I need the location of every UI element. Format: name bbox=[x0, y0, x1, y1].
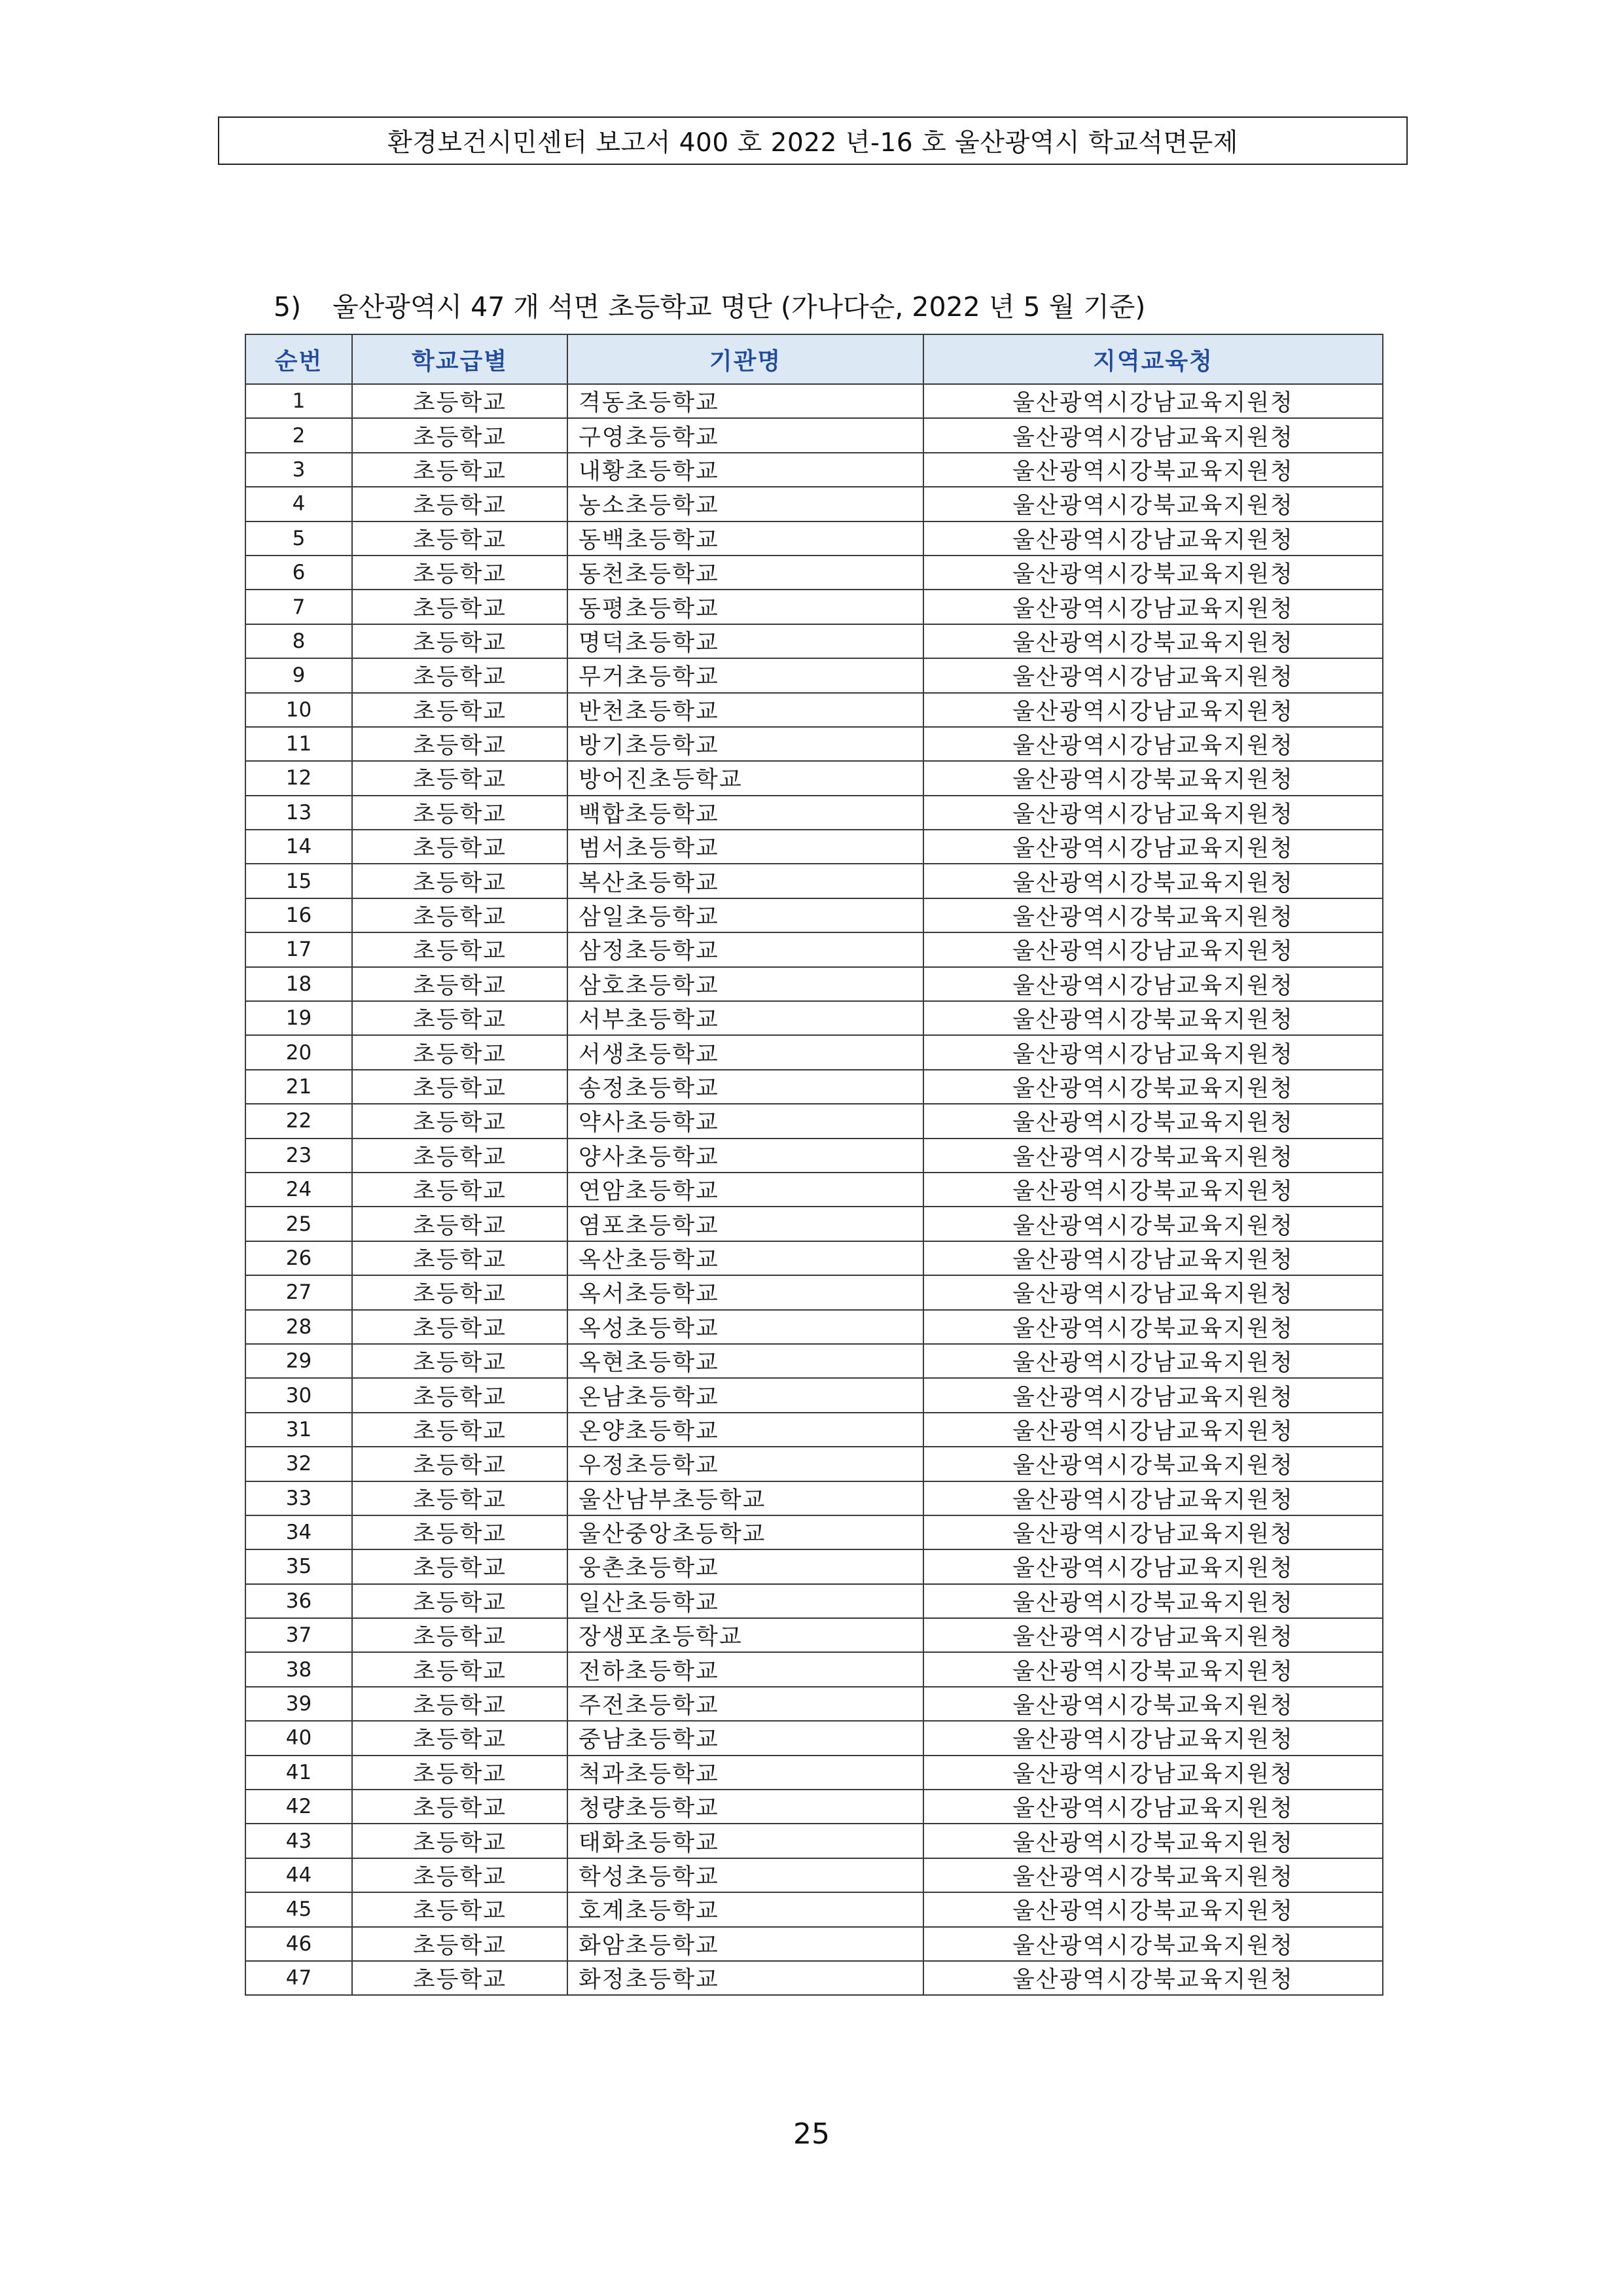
school-name: 옥산초등학교 bbox=[567, 1241, 923, 1275]
school-level: 초등학교 bbox=[352, 1961, 567, 1995]
table-row bbox=[245, 864, 1383, 898]
school-level: 초등학교 bbox=[352, 761, 567, 795]
row-number: 33 bbox=[245, 1481, 352, 1515]
row-number: 47 bbox=[245, 1961, 352, 1995]
education-office: 울산광역시강북교육지원청 bbox=[923, 1858, 1383, 1892]
column-header-level: 학교급별 bbox=[352, 334, 567, 384]
education-office: 울산광역시강남교육지원청 bbox=[923, 1413, 1383, 1447]
row-number: 19 bbox=[245, 1001, 352, 1035]
school-name: 옥현초등학교 bbox=[567, 1344, 923, 1378]
table-row bbox=[245, 418, 1383, 452]
school-level: 초등학교 bbox=[352, 1139, 567, 1173]
table-row bbox=[245, 590, 1383, 624]
school-name: 백합초등학교 bbox=[567, 796, 923, 830]
table-row bbox=[245, 1756, 1383, 1790]
education-office: 울산광역시강남교육지원청 bbox=[923, 1241, 1383, 1275]
school-level: 초등학교 bbox=[352, 1584, 567, 1618]
row-number: 23 bbox=[245, 1139, 352, 1173]
school-name: 농소초등학교 bbox=[567, 487, 923, 521]
school-name: 동평초등학교 bbox=[567, 590, 923, 624]
school-name: 일산초등학교 bbox=[567, 1584, 923, 1618]
education-office: 울산광역시강북교육지원청 bbox=[923, 1447, 1383, 1481]
education-office: 울산광역시강남교육지원청 bbox=[923, 1790, 1383, 1824]
table-row bbox=[245, 624, 1383, 658]
table-row bbox=[245, 1413, 1383, 1447]
table-row bbox=[245, 1618, 1383, 1652]
education-office: 울산광역시강북교육지원청 bbox=[923, 1104, 1383, 1138]
table-row bbox=[245, 1515, 1383, 1549]
education-office: 울산광역시강남교육지원청 bbox=[923, 1721, 1383, 1755]
school-level: 초등학교 bbox=[352, 624, 567, 658]
table-row bbox=[245, 898, 1383, 932]
header-text: 환경보건시민센터 보고서 400 호 2022 년-16 호 울산광역시 학교석면문제 bbox=[387, 128, 1238, 158]
school-level: 초등학교 bbox=[352, 521, 567, 556]
education-office: 울산광역시강남교육지원청 bbox=[923, 1549, 1383, 1583]
school-name: 호계초등학교 bbox=[567, 1892, 923, 1926]
page-header bbox=[218, 116, 1408, 165]
table-row bbox=[245, 384, 1383, 418]
table-row bbox=[245, 453, 1383, 487]
education-office: 울산광역시강북교육지원청 bbox=[923, 761, 1383, 795]
table-row bbox=[245, 1790, 1383, 1824]
school-level: 초등학교 bbox=[352, 1070, 567, 1104]
education-office: 울산광역시강남교육지원청 bbox=[923, 967, 1383, 1001]
school-level: 초등학교 bbox=[352, 1241, 567, 1275]
column-header-name: 기관명 bbox=[567, 334, 923, 384]
table-row bbox=[245, 727, 1383, 761]
education-office: 울산광역시강북교육지원청 bbox=[923, 556, 1383, 590]
school-name: 삼호초등학교 bbox=[567, 967, 923, 1001]
school-level: 초등학교 bbox=[352, 1721, 567, 1755]
school-level: 초등학교 bbox=[352, 556, 567, 590]
row-number: 37 bbox=[245, 1618, 352, 1652]
table-row bbox=[245, 521, 1383, 556]
education-office: 울산광역시강북교육지원청 bbox=[923, 1070, 1383, 1104]
school-level: 초등학교 bbox=[352, 1447, 567, 1481]
table-row bbox=[245, 556, 1383, 590]
school-name: 중남초등학교 bbox=[567, 1721, 923, 1755]
table-row bbox=[245, 1275, 1383, 1309]
row-number: 2 bbox=[245, 418, 352, 452]
table-row bbox=[245, 1892, 1383, 1926]
school-level: 초등학교 bbox=[352, 932, 567, 966]
education-office: 울산광역시강남교육지원청 bbox=[923, 932, 1383, 966]
table-row bbox=[245, 796, 1383, 830]
row-number: 6 bbox=[245, 556, 352, 590]
school-level: 초등학교 bbox=[352, 1549, 567, 1583]
school-level: 초등학교 bbox=[352, 1275, 567, 1309]
school-name: 온양초등학교 bbox=[567, 1413, 923, 1447]
row-number: 30 bbox=[245, 1378, 352, 1412]
education-office: 울산광역시강북교육지원청 bbox=[923, 487, 1383, 521]
row-number: 34 bbox=[245, 1515, 352, 1549]
table-row bbox=[245, 1378, 1383, 1412]
row-number: 35 bbox=[245, 1549, 352, 1583]
school-name: 옥성초등학교 bbox=[567, 1310, 923, 1344]
row-number: 22 bbox=[245, 1104, 352, 1138]
row-number: 13 bbox=[245, 796, 352, 830]
school-name: 방기초등학교 bbox=[567, 727, 923, 761]
row-number: 28 bbox=[245, 1310, 352, 1344]
education-office: 울산광역시강남교육지원청 bbox=[923, 727, 1383, 761]
school-name: 동백초등학교 bbox=[567, 521, 923, 556]
education-office: 울산광역시강북교육지원청 bbox=[923, 624, 1383, 658]
table-row bbox=[245, 1035, 1383, 1069]
row-number: 8 bbox=[245, 624, 352, 658]
education-office: 울산광역시강남교육지원청 bbox=[923, 796, 1383, 830]
school-level: 초등학교 bbox=[352, 1858, 567, 1892]
table-row bbox=[245, 1139, 1383, 1173]
row-number: 21 bbox=[245, 1070, 352, 1104]
school-level: 초등학교 bbox=[352, 830, 567, 864]
school-level: 초등학교 bbox=[352, 693, 567, 727]
table-row bbox=[245, 1104, 1383, 1138]
table-body bbox=[245, 384, 1383, 1995]
education-office: 울산광역시강북교육지원청 bbox=[923, 1310, 1383, 1344]
school-name: 반천초등학교 bbox=[567, 693, 923, 727]
education-office: 울산광역시강남교육지원청 bbox=[923, 1756, 1383, 1790]
row-number: 16 bbox=[245, 898, 352, 932]
education-office: 울산광역시강북교육지원청 bbox=[923, 1652, 1383, 1686]
school-table bbox=[245, 334, 1383, 1996]
school-name: 웅촌초등학교 bbox=[567, 1549, 923, 1583]
school-level: 초등학교 bbox=[352, 1344, 567, 1378]
education-office: 울산광역시강남교육지원청 bbox=[923, 1275, 1383, 1309]
education-office: 울산광역시강북교육지원청 bbox=[923, 864, 1383, 898]
education-office: 울산광역시강북교육지원청 bbox=[923, 1961, 1383, 1995]
school-level: 초등학교 bbox=[352, 1207, 567, 1241]
table-row bbox=[245, 1310, 1383, 1344]
education-office: 울산광역시강남교육지원청 bbox=[923, 1515, 1383, 1549]
school-level: 초등학교 bbox=[352, 727, 567, 761]
row-number: 20 bbox=[245, 1035, 352, 1069]
table-row bbox=[245, 487, 1383, 521]
school-level: 초등학교 bbox=[352, 1310, 567, 1344]
school-name: 학성초등학교 bbox=[567, 1858, 923, 1892]
school-name: 화정초등학교 bbox=[567, 1961, 923, 1995]
school-name: 연암초등학교 bbox=[567, 1173, 923, 1207]
school-level: 초등학교 bbox=[352, 1687, 567, 1721]
education-office: 울산광역시강남교육지원청 bbox=[923, 384, 1383, 418]
table-row bbox=[245, 1927, 1383, 1961]
education-office: 울산광역시강북교육지원청 bbox=[923, 1139, 1383, 1173]
table-row bbox=[245, 1001, 1383, 1035]
education-office: 울산광역시강남교육지원청 bbox=[923, 418, 1383, 452]
education-office: 울산광역시강남교육지원청 bbox=[923, 693, 1383, 727]
table-row bbox=[245, 1070, 1383, 1104]
education-office: 울산광역시강북교육지원청 bbox=[923, 1173, 1383, 1207]
school-name: 무거초등학교 bbox=[567, 658, 923, 692]
school-name: 삼일초등학교 bbox=[567, 898, 923, 932]
row-number: 27 bbox=[245, 1275, 352, 1309]
school-level: 초등학교 bbox=[352, 590, 567, 624]
school-level: 초등학교 bbox=[352, 658, 567, 692]
school-name: 화암초등학교 bbox=[567, 1927, 923, 1961]
school-level: 초등학교 bbox=[352, 1481, 567, 1515]
school-name: 울산남부초등학교 bbox=[567, 1481, 923, 1515]
row-number: 18 bbox=[245, 967, 352, 1001]
table-row bbox=[245, 1824, 1383, 1858]
row-number: 11 bbox=[245, 727, 352, 761]
row-number: 39 bbox=[245, 1687, 352, 1721]
row-number: 46 bbox=[245, 1927, 352, 1961]
school-name: 우정초등학교 bbox=[567, 1447, 923, 1481]
education-office: 울산광역시강북교육지원청 bbox=[923, 1824, 1383, 1858]
education-office: 울산광역시강북교육지원청 bbox=[923, 1892, 1383, 1926]
row-number: 31 bbox=[245, 1413, 352, 1447]
education-office: 울산광역시강북교육지원청 bbox=[923, 1001, 1383, 1035]
school-name: 주전초등학교 bbox=[567, 1687, 923, 1721]
education-office: 울산광역시강남교육지원청 bbox=[923, 590, 1383, 624]
education-office: 울산광역시강남교육지원청 bbox=[923, 830, 1383, 864]
school-name: 태화초등학교 bbox=[567, 1824, 923, 1858]
section-number: 5) bbox=[274, 291, 302, 323]
school-level: 초등학교 bbox=[352, 384, 567, 418]
school-name: 서생초등학교 bbox=[567, 1035, 923, 1069]
school-level: 초등학교 bbox=[352, 1790, 567, 1824]
education-office: 울산광역시강남교육지원청 bbox=[923, 521, 1383, 556]
school-level: 초등학교 bbox=[352, 1927, 567, 1961]
education-office: 울산광역시강북교육지원청 bbox=[923, 1687, 1383, 1721]
education-office: 울산광역시강남교육지원청 bbox=[923, 1035, 1383, 1069]
school-name: 내황초등학교 bbox=[567, 453, 923, 487]
table-row bbox=[245, 1207, 1383, 1241]
education-office: 울산광역시강북교육지원청 bbox=[923, 898, 1383, 932]
row-number: 43 bbox=[245, 1824, 352, 1858]
school-name: 범서초등학교 bbox=[567, 830, 923, 864]
table-row bbox=[245, 1447, 1383, 1481]
row-number: 15 bbox=[245, 864, 352, 898]
row-number: 1 bbox=[245, 384, 352, 418]
education-office: 울산광역시강북교육지원청 bbox=[923, 1207, 1383, 1241]
row-number: 38 bbox=[245, 1652, 352, 1686]
table-row bbox=[245, 1173, 1383, 1207]
school-level: 초등학교 bbox=[352, 1173, 567, 1207]
school-name: 삼정초등학교 bbox=[567, 932, 923, 966]
school-level: 초등학교 bbox=[352, 453, 567, 487]
table-row bbox=[245, 830, 1383, 864]
row-number: 42 bbox=[245, 1790, 352, 1824]
school-level: 초등학교 bbox=[352, 967, 567, 1001]
row-number: 14 bbox=[245, 830, 352, 864]
row-number: 26 bbox=[245, 1241, 352, 1275]
school-name: 온남초등학교 bbox=[567, 1378, 923, 1412]
school-name: 전하초등학교 bbox=[567, 1652, 923, 1686]
table-row bbox=[245, 1241, 1383, 1275]
education-office: 울산광역시강남교육지원청 bbox=[923, 1481, 1383, 1515]
school-name: 척과초등학교 bbox=[567, 1756, 923, 1790]
column-header-no: 순번 bbox=[245, 334, 352, 384]
education-office: 울산광역시강남교육지원청 bbox=[923, 1378, 1383, 1412]
school-name: 격동초등학교 bbox=[567, 384, 923, 418]
school-level: 초등학교 bbox=[352, 1824, 567, 1858]
education-office: 울산광역시강북교육지원청 bbox=[923, 1927, 1383, 1961]
school-name: 청량초등학교 bbox=[567, 1790, 923, 1824]
school-name: 약사초등학교 bbox=[567, 1104, 923, 1138]
row-number: 32 bbox=[245, 1447, 352, 1481]
education-office: 울산광역시강남교육지원청 bbox=[923, 1618, 1383, 1652]
school-level: 초등학교 bbox=[352, 1001, 567, 1035]
page-number: 25 bbox=[793, 2117, 830, 2151]
row-number: 40 bbox=[245, 1721, 352, 1755]
row-number: 5 bbox=[245, 521, 352, 556]
table-row bbox=[245, 693, 1383, 727]
row-number: 9 bbox=[245, 658, 352, 692]
school-level: 초등학교 bbox=[352, 1515, 567, 1549]
school-name: 장생포초등학교 bbox=[567, 1618, 923, 1652]
school-name: 명덕초등학교 bbox=[567, 624, 923, 658]
school-level: 초등학교 bbox=[352, 418, 567, 452]
school-level: 초등학교 bbox=[352, 1035, 567, 1069]
row-number: 25 bbox=[245, 1207, 352, 1241]
education-office: 울산광역시강남교육지원청 bbox=[923, 1344, 1383, 1378]
school-level: 초등학교 bbox=[352, 1652, 567, 1686]
school-level: 초등학교 bbox=[352, 1618, 567, 1652]
table-row bbox=[245, 1584, 1383, 1618]
row-number: 44 bbox=[245, 1858, 352, 1892]
school-name: 염포초등학교 bbox=[567, 1207, 923, 1241]
school-level: 초등학교 bbox=[352, 1413, 567, 1447]
row-number: 24 bbox=[245, 1173, 352, 1207]
school-level: 초등학교 bbox=[352, 796, 567, 830]
table-row bbox=[245, 967, 1383, 1001]
row-number: 7 bbox=[245, 590, 352, 624]
table-row bbox=[245, 1961, 1383, 1995]
school-name: 양사초등학교 bbox=[567, 1139, 923, 1173]
table-row bbox=[245, 658, 1383, 692]
school-name: 방어진초등학교 bbox=[567, 761, 923, 795]
row-number: 29 bbox=[245, 1344, 352, 1378]
table-row bbox=[245, 932, 1383, 966]
section-heading bbox=[274, 285, 1145, 324]
row-number: 45 bbox=[245, 1892, 352, 1926]
school-name: 송정초등학교 bbox=[567, 1070, 923, 1104]
school-name: 서부초등학교 bbox=[567, 1001, 923, 1035]
school-level: 초등학교 bbox=[352, 487, 567, 521]
row-number: 12 bbox=[245, 761, 352, 795]
row-number: 4 bbox=[245, 487, 352, 521]
table-row bbox=[245, 1721, 1383, 1755]
table-row bbox=[245, 1549, 1383, 1583]
school-level: 초등학교 bbox=[352, 864, 567, 898]
column-header-office: 지역교육청 bbox=[923, 334, 1383, 384]
school-name: 구영초등학교 bbox=[567, 418, 923, 452]
table-row bbox=[245, 1481, 1383, 1515]
school-name: 옥서초등학교 bbox=[567, 1275, 923, 1309]
table-row bbox=[245, 1858, 1383, 1892]
row-number: 36 bbox=[245, 1584, 352, 1618]
school-level: 초등학교 bbox=[352, 1378, 567, 1412]
school-level: 초등학교 bbox=[352, 1756, 567, 1790]
school-level: 초등학교 bbox=[352, 898, 567, 932]
table-row bbox=[245, 1652, 1383, 1686]
education-office: 울산광역시강북교육지원청 bbox=[923, 453, 1383, 487]
school-name: 동천초등학교 bbox=[567, 556, 923, 590]
table-row bbox=[245, 1687, 1383, 1721]
row-number: 3 bbox=[245, 453, 352, 487]
section-title: 울산광역시 47 개 석면 초등학교 명단 (가나다순, 2022 년 5 월 기준) bbox=[332, 291, 1146, 323]
row-number: 41 bbox=[245, 1756, 352, 1790]
education-office: 울산광역시강남교육지원청 bbox=[923, 658, 1383, 692]
row-number: 17 bbox=[245, 932, 352, 966]
school-name: 울산중앙초등학교 bbox=[567, 1515, 923, 1549]
table-row bbox=[245, 761, 1383, 795]
row-number: 10 bbox=[245, 693, 352, 727]
education-office: 울산광역시강북교육지원청 bbox=[923, 1584, 1383, 1618]
school-name: 복산초등학교 bbox=[567, 864, 923, 898]
table-header-row bbox=[245, 334, 1383, 384]
school-level: 초등학교 bbox=[352, 1892, 567, 1926]
table-row bbox=[245, 1344, 1383, 1378]
school-level: 초등학교 bbox=[352, 1104, 567, 1138]
